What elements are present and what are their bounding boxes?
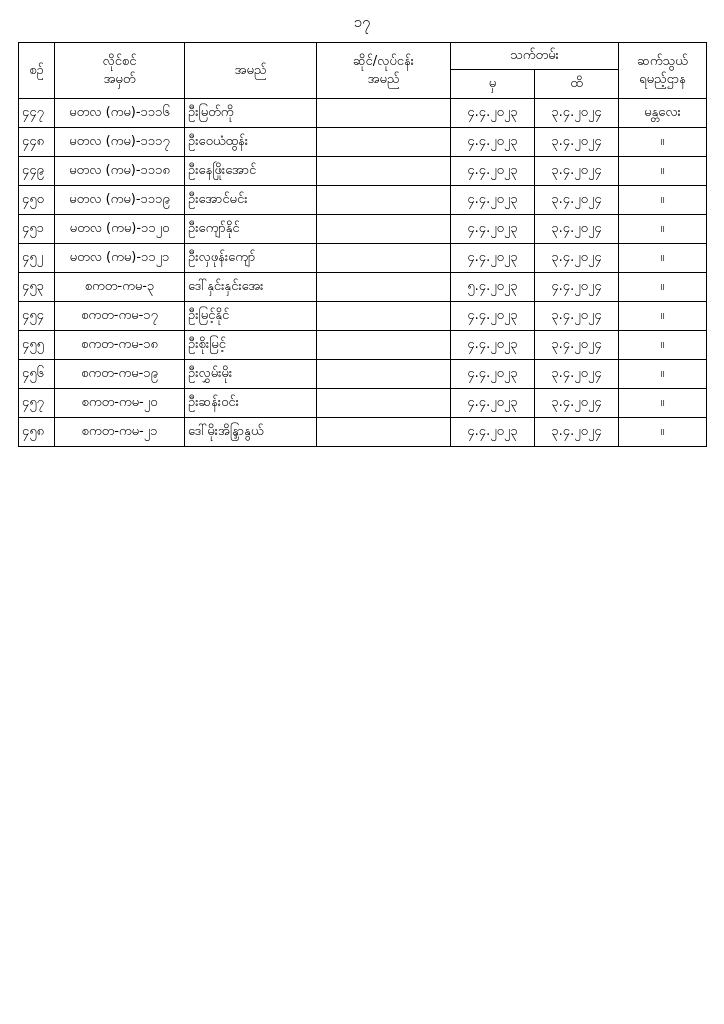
- table-row: [19, 389, 707, 418]
- table-row: [19, 302, 707, 331]
- cell-contact: ။: [619, 273, 707, 302]
- header-license-line1: လိုင်စင်: [102, 53, 137, 69]
- cell-name: ဦးကျော်နိုင်: [185, 215, 317, 244]
- cell-from: ၄.၄.၂၀၂၃: [451, 128, 535, 157]
- cell-contact: ။: [619, 331, 707, 360]
- cell-name: ဦးစိုးမြင့်: [185, 331, 317, 360]
- table-row: [19, 99, 707, 128]
- cell-shop: [317, 244, 451, 273]
- cell-from: ၄.၄.၂၀၂၃: [451, 389, 535, 418]
- cell-name: ဦးအောင်မင်း: [185, 186, 317, 215]
- cell-name: ဦးလွှမ်းမိုး: [185, 360, 317, 389]
- table-row: [19, 244, 707, 273]
- cell-no: ၄၅၈: [19, 418, 55, 447]
- table-header: [19, 43, 707, 99]
- cell-no: ၄၄၇: [19, 99, 55, 128]
- cell-no: ၄၅၂: [19, 244, 55, 273]
- table-row: [19, 331, 707, 360]
- cell-shop: [317, 360, 451, 389]
- header-contact-line2: ရမည့်ဌာန: [639, 71, 686, 87]
- page-number: ၁၇: [353, 13, 371, 31]
- cell-to: ၃.၄.၂၀၂၄: [535, 215, 619, 244]
- header-shop-line2: အမည်: [367, 71, 400, 87]
- cell-license: မတလ (ကမ)-၁၁၁၆: [55, 99, 185, 128]
- cell-shop: [317, 128, 451, 157]
- header-validity: သက်တမ်း: [451, 43, 619, 70]
- cell-no: ၄၅၀: [19, 186, 55, 215]
- cell-contact: ။: [619, 389, 707, 418]
- cell-contact: မန္တလေး: [619, 99, 707, 128]
- header-name: အမည်: [185, 43, 317, 99]
- cell-to: ၃.၄.၂၀၂၄: [535, 418, 619, 447]
- cell-contact: ။: [619, 418, 707, 447]
- cell-from: ၄.၄.၂၀၂၃: [451, 331, 535, 360]
- cell-shop: [317, 186, 451, 215]
- cell-contact: ။: [619, 302, 707, 331]
- header-license-line2: အမှတ်: [103, 71, 136, 87]
- cell-name: ဦးမြတ်ကို: [185, 99, 317, 128]
- cell-license: စကတ-ကမ-၂၁: [55, 418, 185, 447]
- table-row: [19, 157, 707, 186]
- cell-from: ၄.၄.၂၀၂၃: [451, 215, 535, 244]
- cell-to: ၃.၄.၂၀၂၄: [535, 302, 619, 331]
- cell-to: ၃.၄.၂၀၂၄: [535, 99, 619, 128]
- cell-license: စကတ-ကမ-၁၈: [55, 331, 185, 360]
- cell-from: ၅.၄.၂၀၂၃: [451, 273, 535, 302]
- header-contact: [619, 43, 707, 99]
- cell-no: ၄၅၃: [19, 273, 55, 302]
- cell-name: ဒေါ်မိုးအိန္ဒြာနွယ်: [185, 418, 317, 447]
- cell-shop: [317, 215, 451, 244]
- header-from: မှ: [451, 70, 535, 99]
- cell-from: ၄.၄.၂၀၂၃: [451, 99, 535, 128]
- cell-to: ၃.၄.၂၀၂၄: [535, 128, 619, 157]
- table-row: [19, 186, 707, 215]
- header-contact-line1: ဆက်သွယ်: [637, 53, 688, 69]
- cell-contact: ။: [619, 244, 707, 273]
- cell-no: ၄၅၆: [19, 360, 55, 389]
- cell-contact: ။: [619, 157, 707, 186]
- cell-license: မတလ (ကမ)-၁၁၂၀: [55, 215, 185, 244]
- cell-from: ၄.၄.၂၀၂၃: [451, 244, 535, 273]
- cell-license: စကတ-ကမ-၁၇: [55, 302, 185, 331]
- cell-shop: [317, 157, 451, 186]
- cell-contact: ။: [619, 360, 707, 389]
- header-shop-line1: ဆိုင်/လုပ်ငန်း: [352, 53, 414, 69]
- cell-to: ၃.၄.၂၀၂၄: [535, 360, 619, 389]
- cell-no: ၄၄၉: [19, 157, 55, 186]
- cell-shop: [317, 418, 451, 447]
- table-body: [19, 99, 707, 447]
- cell-name: ဒေါ်နှင်းနှင်းအေး: [185, 273, 317, 302]
- cell-shop: [317, 389, 451, 418]
- cell-from: ၄.၄.၂၀၂၃: [451, 418, 535, 447]
- cell-to: ၄.၄.၂၀၂၄: [535, 273, 619, 302]
- license-register-table: [18, 42, 707, 447]
- cell-no: ၄၅၇: [19, 389, 55, 418]
- cell-contact: ။: [619, 215, 707, 244]
- cell-license: မတလ (ကမ)-၁၁၁၇: [55, 128, 185, 157]
- table-row: [19, 128, 707, 157]
- cell-to: ၃.၄.၂၀၂၄: [535, 186, 619, 215]
- cell-name: ဦးဝေယံထွန်း: [185, 128, 317, 157]
- header-shop: [317, 43, 451, 99]
- cell-name: ဦးဆန်းဝင်း: [185, 389, 317, 418]
- table-row: [19, 360, 707, 389]
- cell-no: ၄၅၁: [19, 215, 55, 244]
- header-to: ထိ: [535, 70, 619, 99]
- table-row: [19, 215, 707, 244]
- cell-license: မတလ (ကမ)-၁၁၁၈: [55, 157, 185, 186]
- cell-license: စကတ-ကမ-၁၉: [55, 360, 185, 389]
- table-row: [19, 418, 707, 447]
- header-no: စဉ်: [19, 43, 55, 99]
- cell-no: ၄၅၅: [19, 331, 55, 360]
- table-row: [19, 273, 707, 302]
- cell-shop: [317, 331, 451, 360]
- cell-from: ၄.၄.၂၀၂၃: [451, 186, 535, 215]
- cell-license: မတလ (ကမ)-၁၁၁၉: [55, 186, 185, 215]
- cell-license: စကတ-ကမ-၃: [55, 273, 185, 302]
- cell-no: ၄၅၄: [19, 302, 55, 331]
- header-license: [55, 43, 185, 99]
- cell-from: ၄.၄.၂၀၂၃: [451, 157, 535, 186]
- cell-to: ၃.၄.၂၀၂၄: [535, 389, 619, 418]
- cell-to: ၃.၄.၂၀၂၄: [535, 244, 619, 273]
- cell-from: ၄.၄.၂၀၂၃: [451, 302, 535, 331]
- cell-license: စကတ-ကမ-၂၀: [55, 389, 185, 418]
- cell-contact: ။: [619, 186, 707, 215]
- cell-from: ၄.၄.၂၀၂၃: [451, 360, 535, 389]
- cell-shop: [317, 302, 451, 331]
- cell-to: ၃.၄.၂၀၂၄: [535, 157, 619, 186]
- cell-contact: ။: [619, 128, 707, 157]
- cell-name: ဦးမြင့်နိုင်: [185, 302, 317, 331]
- cell-to: ၃.၄.၂၀၂၄: [535, 331, 619, 360]
- cell-license: မတလ (ကမ)-၁၁၂၁: [55, 244, 185, 273]
- cell-name: ဦးလှဖုန်းကျော်: [185, 244, 317, 273]
- cell-name: ဦးနေဖြိုးအောင်: [185, 157, 317, 186]
- cell-shop: [317, 273, 451, 302]
- cell-shop: [317, 99, 451, 128]
- cell-no: ၄၄၈: [19, 128, 55, 157]
